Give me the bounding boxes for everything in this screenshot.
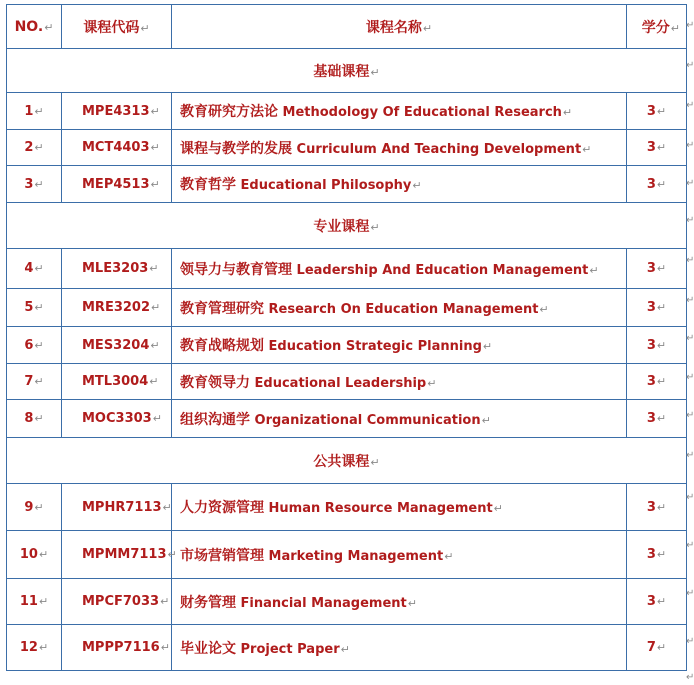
- paragraph-mark: ↵: [686, 492, 694, 503]
- row-number: 1↵: [7, 93, 62, 130]
- row-number: 8↵: [7, 400, 62, 438]
- course-name: 组织沟通学 Organizational Communication↵: [172, 400, 627, 438]
- course-name: 人力资源管理 Human Resource Management↵: [172, 484, 627, 531]
- row-number: 10↵: [7, 531, 62, 579]
- course-code: MOC3303↵: [62, 400, 172, 438]
- course-name: 教育领导力 Educational Leadership↵: [172, 364, 627, 400]
- row-number: 4↵: [7, 249, 62, 289]
- table-row: [7, 484, 687, 531]
- section-title: 公共课程↵: [7, 438, 687, 484]
- course-credit: 3↵: [627, 249, 687, 289]
- course-name: 领导力与教育管理 Leadership And Education Management↵: [172, 249, 627, 289]
- table-row: [7, 93, 687, 130]
- paragraph-mark: ↵: [686, 178, 694, 189]
- row-number: 7↵: [7, 364, 62, 400]
- course-code: MPHR7113↵: [62, 484, 172, 531]
- course-credit: 3↵: [627, 364, 687, 400]
- course-credit: 3↵: [627, 531, 687, 579]
- course-name: 教育哲学 Educational Philosophy↵: [172, 166, 627, 203]
- course-code: MPCF7033↵: [62, 579, 172, 625]
- paragraph-mark: ↵: [686, 672, 694, 683]
- table-row: [7, 130, 687, 166]
- course-credit: 3↵: [627, 484, 687, 531]
- paragraph-mark: ↵: [686, 410, 694, 421]
- row-number: 12↵: [7, 625, 62, 671]
- header-no: NO.↵: [7, 5, 62, 49]
- table-row: [7, 327, 687, 364]
- paragraph-mark: ↵: [686, 295, 694, 306]
- header-credit: 学分↵: [627, 5, 687, 49]
- paragraph-mark: ↵: [686, 636, 694, 647]
- course-code: MRE3202↵: [62, 289, 172, 327]
- course-name: 教育战略规划 Education Strategic Planning↵: [172, 327, 627, 364]
- course-name: 教育管理研究 Research On Education Management↵: [172, 289, 627, 327]
- paragraph-mark: ↵: [686, 20, 694, 31]
- course-name: 市场营销管理 Marketing Management↵: [172, 531, 627, 579]
- course-code: MES3204↵: [62, 327, 172, 364]
- paragraph-marks: [686, 0, 694, 685]
- paragraph-mark: ↵: [686, 140, 694, 151]
- course-code: MPPP7116↵: [62, 625, 172, 671]
- table-row: [7, 289, 687, 327]
- paragraph-mark: ↵: [686, 372, 694, 383]
- table-row: [7, 400, 687, 438]
- course-code: MPMM7113↵: [62, 531, 172, 579]
- course-code: MTL3004↵: [62, 364, 172, 400]
- course-name: 课程与教学的发展 Curriculum And Teaching Development↵: [172, 130, 627, 166]
- table-row: [7, 625, 687, 671]
- course-credit: 3↵: [627, 579, 687, 625]
- table-row: [7, 166, 687, 203]
- section-title: 基础课程↵: [7, 49, 687, 93]
- paragraph-mark: ↵: [686, 100, 694, 111]
- course-code: MLE3203↵: [62, 249, 172, 289]
- paragraph-mark: ↵: [686, 588, 694, 599]
- course-credit: 3↵: [627, 327, 687, 364]
- header-name: 课程名称↵: [172, 5, 627, 49]
- row-number: 9↵: [7, 484, 62, 531]
- paragraph-mark: ↵: [686, 540, 694, 551]
- header-code: 课程代码↵: [62, 5, 172, 49]
- course-code: MPE4313↵: [62, 93, 172, 130]
- course-credit: 3↵: [627, 400, 687, 438]
- section-title: 专业课程↵: [7, 203, 687, 249]
- row-number: 11↵: [7, 579, 62, 625]
- row-number: 3↵: [7, 166, 62, 203]
- course-name: 教育研究方法论 Methodology Of Educational Research↵: [172, 93, 627, 130]
- course-credit: 3↵: [627, 130, 687, 166]
- course-credit: 3↵: [627, 289, 687, 327]
- section-row: [7, 203, 687, 249]
- paragraph-mark: ↵: [686, 60, 694, 71]
- course-table: [6, 4, 687, 671]
- table-row: [7, 249, 687, 289]
- table-row: [7, 364, 687, 400]
- course-credit: 3↵: [627, 93, 687, 130]
- paragraph-mark: ↵: [686, 255, 694, 266]
- table-row: [7, 579, 687, 625]
- course-code: MCT4403↵: [62, 130, 172, 166]
- paragraph-mark: ↵: [686, 450, 694, 461]
- section-row: [7, 49, 687, 93]
- course-credit: 7↵: [627, 625, 687, 671]
- course-credit: 3↵: [627, 166, 687, 203]
- row-number: 5↵: [7, 289, 62, 327]
- row-number: 6↵: [7, 327, 62, 364]
- paragraph-mark: ↵: [686, 333, 694, 344]
- section-row: [7, 438, 687, 484]
- table-row: [7, 531, 687, 579]
- paragraph-mark: ↵: [686, 215, 694, 226]
- course-code: MEP4513↵: [62, 166, 172, 203]
- course-name: 毕业论文 Project Paper↵: [172, 625, 627, 671]
- row-number: 2↵: [7, 130, 62, 166]
- header-row: [7, 5, 687, 49]
- course-name: 财务管理 Financial Management↵: [172, 579, 627, 625]
